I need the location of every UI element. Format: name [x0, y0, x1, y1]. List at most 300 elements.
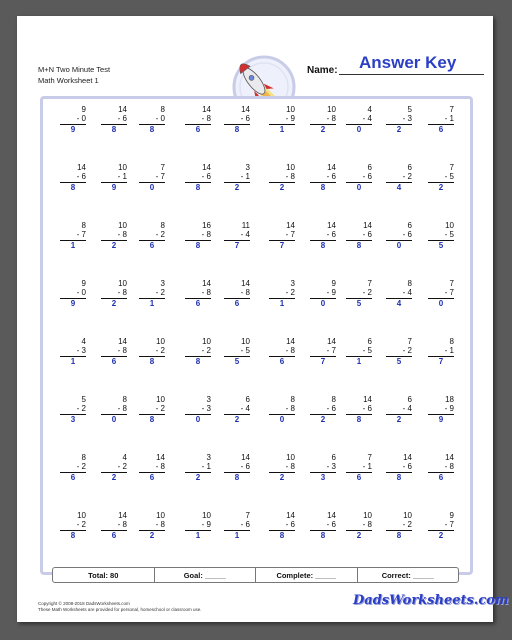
subtrahend: - 6 — [326, 172, 336, 182]
subtrahend: - 5 — [240, 346, 250, 356]
subtrahend: - 9 — [201, 520, 211, 530]
problem-56 — [269, 395, 295, 424]
problem-43 — [139, 337, 165, 366]
subtrahend: - 7 — [326, 346, 336, 356]
problem-54 — [185, 395, 211, 424]
answer-value: 1 — [279, 298, 285, 308]
problem-71 — [60, 511, 86, 540]
subtrahend: - 6 — [326, 404, 336, 414]
subtrahend: - 4 — [402, 288, 412, 298]
answer-value: 3 — [70, 414, 76, 424]
problem-46 — [269, 337, 295, 366]
copyright-line-2: These Math Worksheets are provided for personal, homeschool or classroom use. — [38, 607, 202, 612]
subtrahend: - 6 — [240, 462, 250, 472]
subtrahend: - 7 — [444, 288, 454, 298]
problem-42 — [101, 337, 127, 366]
problem-78 — [346, 511, 372, 540]
problem-7 — [310, 105, 336, 134]
problem-53 — [139, 395, 165, 424]
subtrahend: - 2 — [402, 346, 412, 356]
answer-value: 0 — [320, 298, 326, 308]
answer-value: 2 — [111, 472, 117, 482]
minuend: 4 — [81, 337, 86, 346]
minuend: 14 — [241, 105, 250, 114]
answer-value: 0 — [279, 414, 285, 424]
answer-value: 6 — [356, 472, 362, 482]
answer-value: 7 — [234, 240, 240, 250]
minuend: 14 — [202, 105, 211, 114]
answer-value: 2 — [111, 298, 117, 308]
minuend: 3 — [290, 279, 295, 288]
problem-79 — [386, 511, 412, 540]
answer-value: 5 — [396, 356, 402, 366]
answer-value: 8 — [234, 124, 240, 134]
subtrahend: - 1 — [444, 114, 454, 124]
minuend: 10 — [202, 337, 211, 346]
answer-value: 9 — [438, 414, 444, 424]
problem-1 — [60, 105, 86, 134]
answer-value: 7 — [438, 356, 444, 366]
subtrahend: - 0 — [76, 114, 86, 124]
subtrahend: - 5 — [444, 230, 454, 240]
answer-value: 5 — [438, 240, 444, 250]
answer-value: 4 — [396, 298, 402, 308]
problem-50 — [428, 337, 454, 366]
problem-59 — [386, 395, 412, 424]
total-count: Total: 80 — [53, 568, 155, 582]
subtrahend: - 2 — [76, 462, 86, 472]
problem-grid — [43, 105, 470, 568]
minuend: 6 — [407, 163, 412, 172]
answer-value: 8 — [195, 240, 201, 250]
minuend: 11 — [241, 221, 250, 230]
answer-value: 8 — [70, 530, 76, 540]
answer-value: 8 — [320, 240, 326, 250]
problem-30 — [428, 221, 454, 250]
problem-38 — [346, 279, 372, 308]
minuend: 7 — [367, 279, 372, 288]
answer-value: 3 — [320, 472, 326, 482]
problem-4 — [185, 105, 211, 134]
answer-value: 8 — [195, 356, 201, 366]
minuend: 8 — [160, 105, 165, 114]
answer-value: 5 — [234, 356, 240, 366]
subtrahend: - 6 — [240, 114, 250, 124]
minuend: 10 — [202, 511, 211, 520]
answer-value: 0 — [438, 298, 444, 308]
problem-18 — [346, 163, 372, 192]
answer-value: 9 — [70, 298, 76, 308]
problem-60 — [428, 395, 454, 424]
subtrahend: - 8 — [326, 114, 336, 124]
subtrahend: - 8 — [285, 172, 295, 182]
answer-value: 2 — [234, 414, 240, 424]
problem-36 — [269, 279, 295, 308]
answer-value: 2 — [195, 472, 201, 482]
problem-55 — [224, 395, 250, 424]
problem-75 — [224, 511, 250, 540]
answer-value: 2 — [320, 414, 326, 424]
correct-field[interactable]: Correct: _____ — [381, 570, 434, 580]
answer-value: 9 — [70, 124, 76, 134]
problem-8 — [346, 105, 372, 134]
minuend: 5 — [407, 105, 412, 114]
goal-field[interactable]: Goal: _____ — [155, 568, 257, 582]
answer-value: 8 — [356, 414, 362, 424]
problem-66 — [269, 453, 295, 482]
subtrahend: - 7 — [444, 520, 454, 530]
subtrahend: - 3 — [326, 462, 336, 472]
problem-29 — [386, 221, 412, 250]
minuend: 10 — [156, 337, 165, 346]
minuend: 9 — [81, 105, 86, 114]
minuend: 14 — [202, 279, 211, 288]
subtrahend: - 4 — [362, 114, 372, 124]
subtrahend: - 2 — [402, 520, 412, 530]
minuend: 14 — [327, 221, 336, 230]
problem-17 — [310, 163, 336, 192]
minuend: 6 — [367, 337, 372, 346]
minuend: 7 — [245, 511, 250, 520]
minuend: 8 — [407, 279, 412, 288]
answer-value: 1 — [70, 356, 76, 366]
title-line-2: Math Worksheet 1 — [38, 76, 99, 85]
problem-45 — [224, 337, 250, 366]
subtrahend: - 8 — [155, 462, 165, 472]
minuend: 8 — [81, 453, 86, 462]
problem-34 — [185, 279, 211, 308]
answer-value: 7 — [320, 356, 326, 366]
minuend: 14 — [156, 453, 165, 462]
minuend: 14 — [77, 163, 86, 172]
problem-32 — [101, 279, 127, 308]
subtrahend: - 8 — [117, 520, 127, 530]
minuend: 14 — [286, 511, 295, 520]
problem-10 — [428, 105, 454, 134]
minuend: 10 — [403, 511, 412, 520]
subtrahend: - 1 — [117, 172, 127, 182]
subtrahend: - 7 — [76, 230, 86, 240]
problem-58 — [346, 395, 372, 424]
subtrahend: - 8 — [285, 346, 295, 356]
answer-value: 6 — [279, 356, 285, 366]
subtrahend: - 8 — [117, 404, 127, 414]
problem-62 — [101, 453, 127, 482]
minuend: 9 — [331, 279, 336, 288]
name-line[interactable] — [339, 74, 484, 75]
answer-value: 1 — [70, 240, 76, 250]
subtrahend: - 3 — [402, 114, 412, 124]
minuend: 8 — [290, 395, 295, 404]
problem-2 — [101, 105, 127, 134]
answer-value: 2 — [149, 530, 155, 540]
subtrahend: - 6 — [76, 172, 86, 182]
subtrahend: - 8 — [201, 230, 211, 240]
subtrahend: - 4 — [402, 404, 412, 414]
problem-51 — [60, 395, 86, 424]
minuend: 6 — [331, 453, 336, 462]
answer-value: 0 — [149, 182, 155, 192]
answer-value: 2 — [356, 530, 362, 540]
minuend: 10 — [286, 453, 295, 462]
subtrahend: - 8 — [155, 520, 165, 530]
complete-field[interactable]: Complete: _____ — [256, 568, 358, 582]
subtrahend: - 1 — [444, 346, 454, 356]
copyright-line-1: Copyright © 2008-2018 DadsWorksheets.com — [38, 601, 130, 606]
subtrahend: - 1 — [201, 462, 211, 472]
answer-value: 8 — [356, 240, 362, 250]
minuend: 8 — [81, 221, 86, 230]
answer-value: 6 — [234, 298, 240, 308]
problem-25 — [224, 221, 250, 250]
answer-value: 2 — [438, 182, 444, 192]
problem-70 — [428, 453, 454, 482]
problem-5 — [224, 105, 250, 134]
minuend: 10 — [286, 163, 295, 172]
problem-47 — [310, 337, 336, 366]
subtrahend: - 1 — [362, 462, 372, 472]
subtrahend: - 5 — [444, 172, 454, 182]
minuend: 14 — [118, 337, 127, 346]
answer-value: 5 — [356, 298, 362, 308]
minuend: 4 — [367, 105, 372, 114]
answer-value: 8 — [234, 472, 240, 482]
subtrahend: - 6 — [326, 230, 336, 240]
problem-24 — [185, 221, 211, 250]
answer-value: 8 — [396, 472, 402, 482]
subtrahend: - 2 — [201, 346, 211, 356]
subtrahend: - 1 — [240, 172, 250, 182]
problem-76 — [269, 511, 295, 540]
subtrahend: - 8 — [240, 288, 250, 298]
answer-value: 0 — [356, 182, 362, 192]
answer-value: 2 — [396, 414, 402, 424]
subtrahend: - 3 — [76, 346, 86, 356]
problem-21 — [60, 221, 86, 250]
minuend: 8 — [331, 395, 336, 404]
subtrahend: - 6 — [201, 172, 211, 182]
minuend: 14 — [118, 511, 127, 520]
problem-16 — [269, 163, 295, 192]
minuend: 9 — [81, 279, 86, 288]
score-bar — [52, 567, 459, 583]
subtrahend: - 2 — [285, 288, 295, 298]
answer-value: 8 — [396, 530, 402, 540]
problem-41 — [60, 337, 86, 366]
problem-26 — [269, 221, 295, 250]
problem-13 — [139, 163, 165, 192]
answer-value: 8 — [195, 182, 201, 192]
subtrahend: - 8 — [201, 288, 211, 298]
minuend: 8 — [160, 221, 165, 230]
minuend: 18 — [445, 395, 454, 404]
subtrahend: - 2 — [362, 288, 372, 298]
minuend: 10 — [327, 105, 336, 114]
answer-key-title: Answer Key — [359, 53, 457, 72]
subtrahend: - 2 — [155, 288, 165, 298]
answer-value: 8 — [149, 414, 155, 424]
minuend: 10 — [118, 221, 127, 230]
answer-value: 2 — [279, 182, 285, 192]
subtrahend: - 6 — [285, 520, 295, 530]
subtrahend: - 6 — [402, 230, 412, 240]
answer-value: 2 — [279, 472, 285, 482]
minuend: 10 — [445, 221, 454, 230]
answer-value: 6 — [195, 124, 201, 134]
problem-44 — [185, 337, 211, 366]
problem-39 — [386, 279, 412, 308]
answer-value: 2 — [320, 124, 326, 134]
minuend: 16 — [202, 221, 211, 230]
minuend: 10 — [286, 105, 295, 114]
minuend: 10 — [241, 337, 250, 346]
answer-value: 1 — [234, 530, 240, 540]
answer-value: 6 — [149, 240, 155, 250]
problem-3 — [139, 105, 165, 134]
minuend: 14 — [286, 221, 295, 230]
subtrahend: - 8 — [285, 404, 295, 414]
subtrahend: - 8 — [362, 520, 372, 530]
subtrahend: - 2 — [76, 404, 86, 414]
problem-frame — [40, 96, 473, 575]
minuend: 10 — [118, 279, 127, 288]
minuend: 5 — [81, 395, 86, 404]
problem-49 — [386, 337, 412, 366]
subtrahend: - 4 — [240, 230, 250, 240]
subtrahend: - 8 — [444, 462, 454, 472]
subtrahend: - 6 — [326, 520, 336, 530]
minuend: 14 — [241, 279, 250, 288]
answer-value: 6 — [70, 472, 76, 482]
minuend: 14 — [403, 453, 412, 462]
minuend: 6 — [367, 163, 372, 172]
minuend: 6 — [407, 221, 412, 230]
minuend: 8 — [122, 395, 127, 404]
problem-12 — [101, 163, 127, 192]
subtrahend: - 6 — [240, 520, 250, 530]
subtrahend: - 8 — [201, 114, 211, 124]
answer-value: 8 — [320, 530, 326, 540]
problem-15 — [224, 163, 250, 192]
answer-value: 0 — [396, 240, 402, 250]
problem-64 — [185, 453, 211, 482]
subtrahend: - 7 — [285, 230, 295, 240]
answer-value: 2 — [111, 240, 117, 250]
subtrahend: - 9 — [444, 404, 454, 414]
subtrahend: - 0 — [155, 114, 165, 124]
minuend: 3 — [245, 163, 250, 172]
problem-27 — [310, 221, 336, 250]
problem-80 — [428, 511, 454, 540]
answer-value: 2 — [438, 530, 444, 540]
answer-value: 8 — [279, 530, 285, 540]
answer-value: 0 — [356, 124, 362, 134]
problem-68 — [346, 453, 372, 482]
minuend: 7 — [449, 279, 454, 288]
minuend: 7 — [449, 105, 454, 114]
answer-value: 1 — [195, 530, 201, 540]
minuend: 10 — [363, 511, 372, 520]
problem-77 — [310, 511, 336, 540]
answer-value: 6 — [149, 472, 155, 482]
answer-value: 6 — [195, 298, 201, 308]
minuend: 14 — [327, 163, 336, 172]
problem-61 — [60, 453, 86, 482]
answer-value: 8 — [149, 356, 155, 366]
minuend: 14 — [327, 337, 336, 346]
minuend: 14 — [286, 337, 295, 346]
site-logo: DadsWorksheets.com — [353, 593, 509, 608]
minuend: 10 — [156, 511, 165, 520]
subtrahend: - 7 — [155, 172, 165, 182]
answer-value: 6 — [111, 356, 117, 366]
minuend: 6 — [245, 395, 250, 404]
problem-22 — [101, 221, 127, 250]
minuend: 14 — [202, 163, 211, 172]
subtrahend: - 9 — [326, 288, 336, 298]
copyright-notice — [38, 601, 202, 613]
minuend: 14 — [118, 105, 127, 114]
title-line-1: M+N Two Minute Test — [38, 65, 111, 74]
subtrahend: - 2 — [155, 346, 165, 356]
answer-value: 0 — [111, 414, 117, 424]
problem-67 — [310, 453, 336, 482]
minuend: 6 — [407, 395, 412, 404]
problem-40 — [428, 279, 454, 308]
problem-19 — [386, 163, 412, 192]
minuend: 14 — [363, 395, 372, 404]
problem-65 — [224, 453, 250, 482]
minuend: 3 — [206, 395, 211, 404]
subtrahend: - 2 — [155, 230, 165, 240]
minuend: 3 — [206, 453, 211, 462]
answer-value: 1 — [356, 356, 362, 366]
problem-31 — [60, 279, 86, 308]
minuend: 14 — [363, 221, 372, 230]
subtrahend: - 8 — [285, 462, 295, 472]
answer-value: 1 — [149, 298, 155, 308]
subtrahend: - 6 — [362, 404, 372, 414]
name-label: Name: — [307, 65, 338, 76]
problem-20 — [428, 163, 454, 192]
minuend: 7 — [449, 163, 454, 172]
problem-33 — [139, 279, 165, 308]
subtrahend: - 0 — [76, 288, 86, 298]
minuend: 8 — [449, 337, 454, 346]
minuend: 7 — [160, 163, 165, 172]
minuend: 14 — [327, 511, 336, 520]
problem-63 — [139, 453, 165, 482]
problem-57 — [310, 395, 336, 424]
problem-48 — [346, 337, 372, 366]
answer-value: 2 — [234, 182, 240, 192]
minuend: 10 — [118, 163, 127, 172]
subtrahend: - 6 — [362, 230, 372, 240]
answer-value: 8 — [320, 182, 326, 192]
problem-72 — [101, 511, 127, 540]
minuend: 3 — [160, 279, 165, 288]
worksheet-page — [17, 16, 509, 622]
subtrahend: - 8 — [117, 346, 127, 356]
subtrahend: - 6 — [402, 462, 412, 472]
minuend: 14 — [241, 453, 250, 462]
subtrahend: - 2 — [155, 404, 165, 414]
problem-52 — [101, 395, 127, 424]
subtrahend: - 5 — [362, 346, 372, 356]
problem-35 — [224, 279, 250, 308]
answer-value: 6 — [438, 124, 444, 134]
answer-value: 2 — [396, 124, 402, 134]
